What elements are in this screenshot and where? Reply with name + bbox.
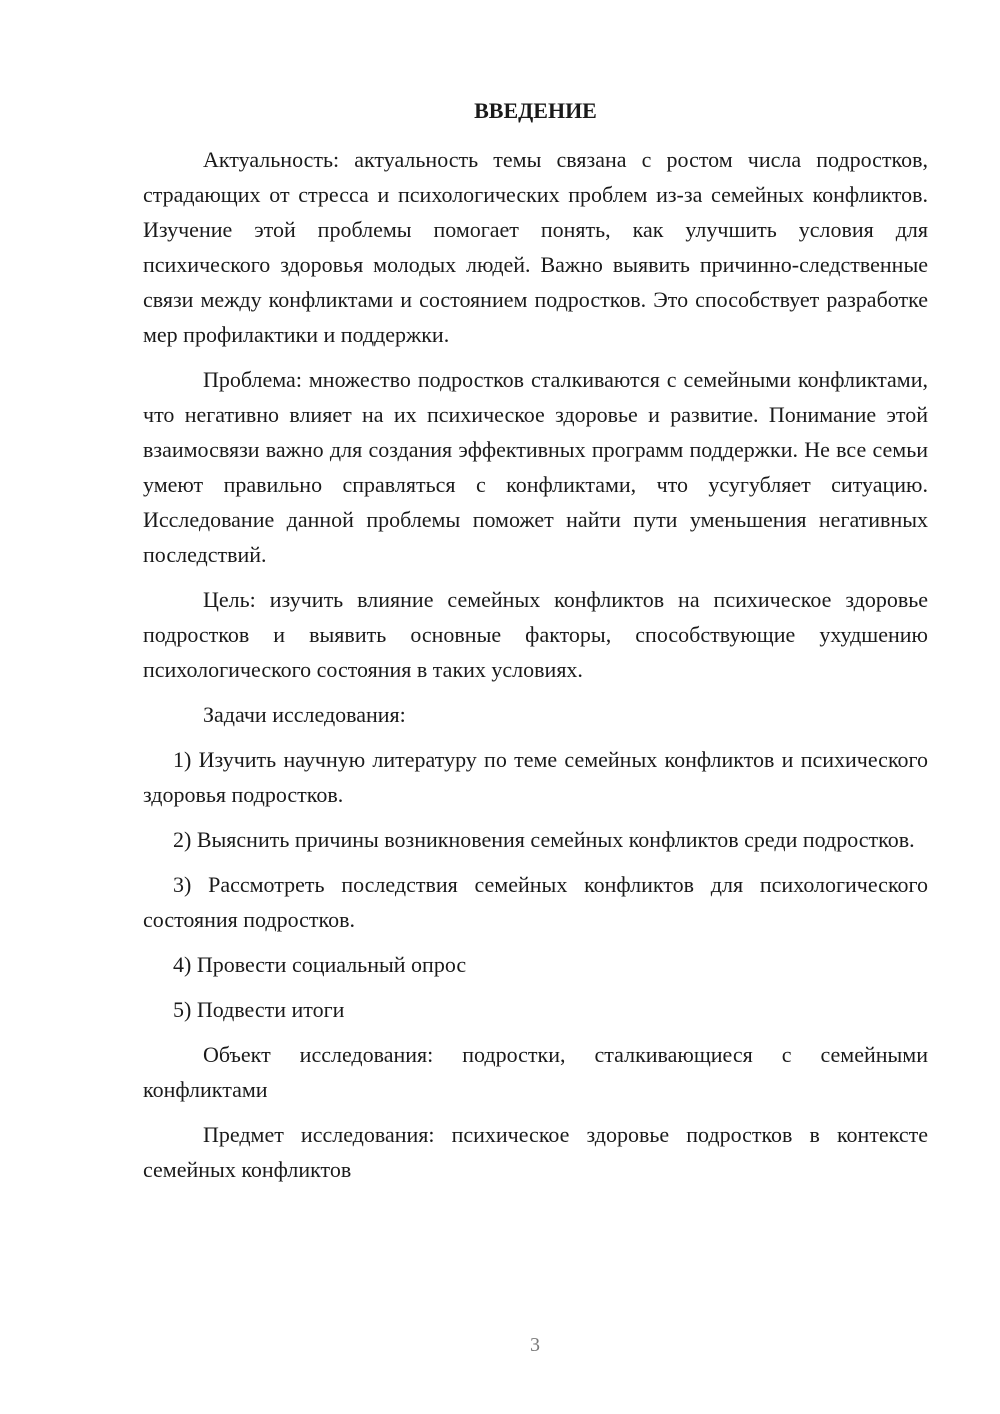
tasks-heading: Задачи исследования: <box>203 702 406 727</box>
page-title: ВВЕДЕНИЕ <box>474 98 597 123</box>
paragraph-relevance: Актуальность: актуальность темы связана с ростом числа подростков, страдающих от стресса и психологических проблем из-за семейных конфликтов. Изучение этой проблемы помогает понять, как улучшить условия для психического здоровья молодых людей. Важно выявить причинно-следственные связи между конфликтами и состоянием подростков. Это способствует разработке мер профилактики и поддержки. <box>143 147 928 347</box>
task-item-1: 1) Изучить научную литературу по теме семейных конфликтов и психического здоровья подростков. <box>143 747 928 807</box>
task-item-5: 5) Подвести итоги <box>173 997 345 1022</box>
task-item-2: 2) Выяснить причины возникновения семейных конфликтов среди подростков. <box>173 827 915 852</box>
document-page <box>143 96 928 1187</box>
task-item-3: 3) Рассмотреть последствия семейных конфликтов для психологического состояния подростков. <box>143 872 928 932</box>
page-number: 3 <box>530 1334 540 1356</box>
research-object: Объект исследования: подростки, сталкивающиеся с семейными конфликтами <box>143 1042 928 1102</box>
research-subject: Предмет исследования: психическое здоровье подростков в контексте семейных конфликтов <box>143 1122 928 1182</box>
paragraph-problem: Проблема: множество подростков сталкиваются с семейными конфликтами, что негативно влияет на их психическое здоровье и развитие. Понимание этой взаимосвязи важно для создания эффективных программ поддержки. Не все семьи умеют правильно справляться с конфликтами, что усугубляет ситуацию. Исследование данной проблемы поможет найти пути уменьшения негативных последствий. <box>143 367 928 567</box>
task-item-4: 4) Провести социальный опрос <box>173 952 467 977</box>
paragraph-goal: Цель: изучить влияние семейных конфликтов на психическое здоровье подростков и выявить основные факторы, способствующие ухудшению психологического состояния в таких условиях. <box>143 587 928 682</box>
